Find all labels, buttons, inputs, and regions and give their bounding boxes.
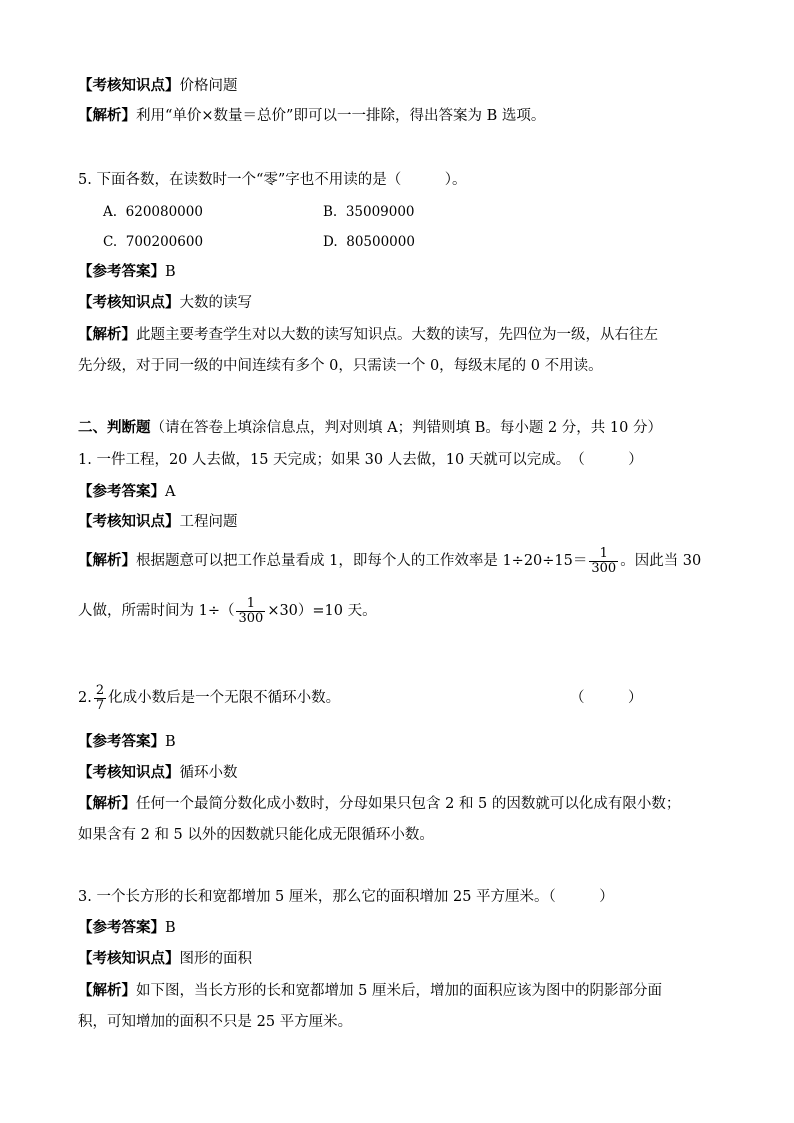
analysis-text-end: ×30）=10 天。 xyxy=(267,603,377,619)
analysis-label: 【解析】 xyxy=(78,796,136,812)
analysis-continuation: 如果含有 2 和 5 以外的因数就只能化成无限循环小数。 xyxy=(78,827,434,843)
knowledge-point-line xyxy=(78,76,238,96)
analysis-text: 人做，所需时间为 1÷（ xyxy=(78,603,235,619)
answer-value: B xyxy=(165,734,176,750)
option-letter: B. xyxy=(323,204,338,220)
fraction-denominator: 7 xyxy=(95,697,105,713)
answer-label: 【参考答案】 xyxy=(78,920,165,936)
knowledge-point-label: 【考核知识点】 xyxy=(78,765,180,781)
answer-label: 【参考答案】 xyxy=(78,734,165,750)
fraction-numerator: 2 xyxy=(95,682,105,698)
fraction xyxy=(94,684,106,713)
answer-value: B xyxy=(165,264,176,280)
knowledge-point-value: 价格问题 xyxy=(179,78,238,94)
analysis-text-end: 。因此当 30 xyxy=(620,553,702,569)
fraction-denominator: 300 xyxy=(238,610,264,626)
knowledge-point-line xyxy=(78,949,252,969)
question-5-stem: 5. 下面各数，在读数时一个“零”字也不用读的是（ ）。 xyxy=(78,172,467,188)
analysis-line xyxy=(78,106,545,126)
section-heading xyxy=(78,418,662,438)
answer-line xyxy=(78,732,176,752)
knowledge-point-value: 循环小数 xyxy=(179,765,238,781)
analysis-label: 【解析】 xyxy=(78,553,136,569)
option-letter: C. xyxy=(103,234,118,250)
knowledge-point-label: 【考核知识点】 xyxy=(78,514,180,530)
answer-label: 【参考答案】 xyxy=(78,484,165,500)
section-title: 二、判断题 xyxy=(78,420,151,436)
analysis-line xyxy=(78,981,662,1001)
option-b xyxy=(323,202,415,222)
option-value: 80500000 xyxy=(346,234,415,250)
option-a xyxy=(103,202,203,222)
fraction-numerator: 1 xyxy=(599,545,608,561)
option-d xyxy=(323,232,415,252)
analysis-text: 根据题意可以把工作总量看成 1，即每个人的工作效率是 1÷20÷15＝ xyxy=(136,553,588,569)
option-value: 620080000 xyxy=(125,204,203,220)
knowledge-point-value: 大数的读写 xyxy=(179,295,252,311)
knowledge-point-value: 图形的面积 xyxy=(179,951,252,967)
answer-value: A xyxy=(165,484,176,500)
analysis-continuation: 积，可知增加的面积不只是 25 平方厘米。 xyxy=(78,1014,353,1030)
fraction xyxy=(236,597,265,626)
knowledge-point-label: 【考核知识点】 xyxy=(78,78,180,94)
knowledge-point-value: 工程问题 xyxy=(179,514,238,530)
analysis-line xyxy=(78,325,658,345)
analysis-label: 【解析】 xyxy=(78,327,136,343)
answer-value: B xyxy=(165,920,176,936)
option-c xyxy=(103,232,203,252)
judgment-1-stem: 1. 一件工程，20 人去做，15 天完成；如果 30 人去做，10 天就可以完成。 （ ） xyxy=(78,452,643,468)
analysis-line xyxy=(78,794,680,814)
knowledge-point-label: 【考核知识点】 xyxy=(78,951,180,967)
analysis-text: 此题主要考查学生对以大数的读写知识点。大数的读写，先四位为一级，从右往左 xyxy=(136,327,658,343)
option-value: 35009000 xyxy=(345,204,415,220)
analysis-text: 如下图，当长方形的长和宽都增加 5 厘米后，增加的面积应该为图中的阴影部分面 xyxy=(136,983,662,999)
analysis-label: 【解析】 xyxy=(78,108,136,124)
question-text: 化成小数后是一个无限不循环小数。 xyxy=(108,690,341,706)
answer-label: 【参考答案】 xyxy=(78,264,165,280)
analysis-continuation xyxy=(78,594,377,628)
answer-line xyxy=(78,262,176,282)
judgment-2-stem xyxy=(78,680,340,716)
question-number: 2. xyxy=(78,690,92,706)
option-letter: A. xyxy=(103,204,118,220)
analysis-text: 利用“单价×数量＝总价”即可以一一排除，得出答案为 B 选项。 xyxy=(136,108,546,124)
option-value: 700200600 xyxy=(125,234,204,250)
knowledge-point-line xyxy=(78,512,238,532)
analysis-continuation: 先分级，对于同一级的中间连续有多个 0，只需读一个 0，每级末尾的 0 不用读。 xyxy=(78,358,603,374)
judgment-3-stem: 3. 一个长方形的长和宽都增加 5 厘米，那么它的面积增加 25 平方厘米。（ ） xyxy=(78,889,614,905)
fraction-denominator: 300 xyxy=(591,560,617,576)
fraction-numerator: 1 xyxy=(246,595,256,611)
knowledge-point-line xyxy=(78,763,238,783)
analysis-line xyxy=(78,544,701,578)
section-note: （请在答卷上填涂信息点，判对则填 A；判错则填 B。每小题 2 分，共 10 分） xyxy=(150,420,662,436)
answer-line xyxy=(78,482,175,502)
knowledge-point-label: 【考核知识点】 xyxy=(78,295,180,311)
analysis-label: 【解析】 xyxy=(78,983,136,999)
analysis-text: 任何一个最简分数化成小数时，分母如果只包含 2 和 5 的因数就可以化成有限小数； xyxy=(136,796,681,812)
knowledge-point-line xyxy=(78,293,252,313)
answer-parentheses: （ ） xyxy=(570,690,643,706)
answer-line xyxy=(78,918,176,938)
option-letter: D. xyxy=(323,234,338,250)
fraction xyxy=(589,547,618,576)
